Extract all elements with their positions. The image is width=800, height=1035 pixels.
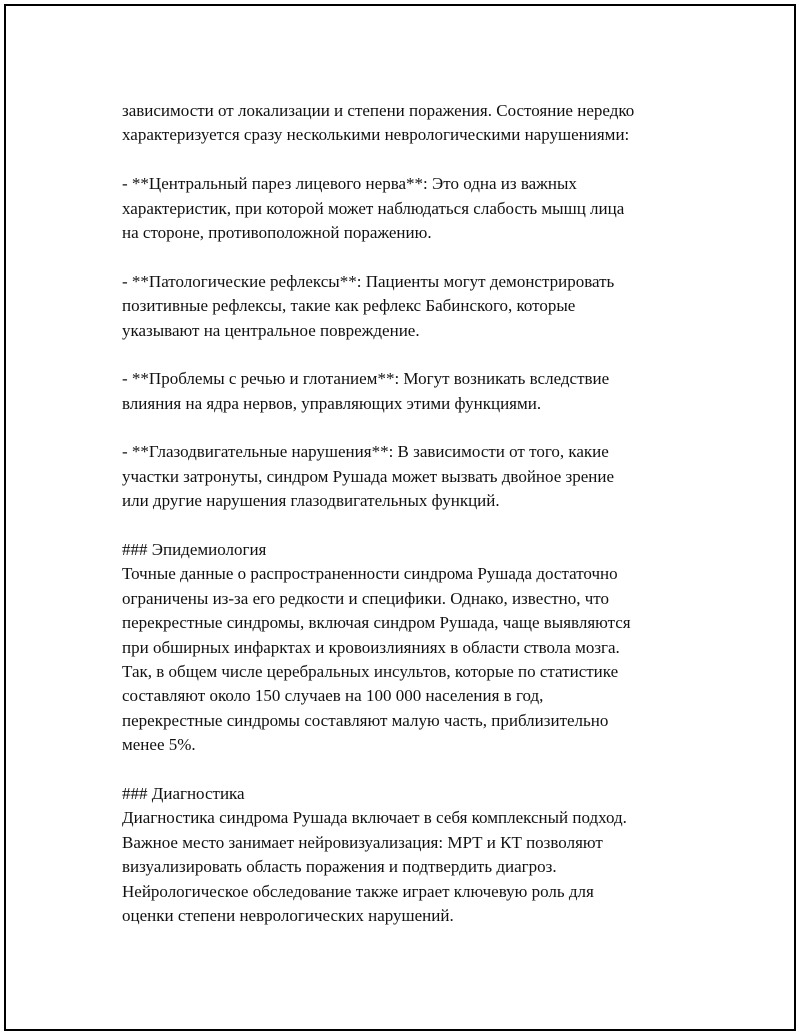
document-text [122, 99, 702, 928]
bullet-facial-nerve [122, 172, 702, 245]
text-line: Нейрологическое обследование также играет ключевую роль для [122, 881, 594, 901]
paragraph-gap [122, 343, 702, 367]
bullet-speech-swallowing [122, 367, 702, 416]
bullet-pathological-reflexes [122, 270, 702, 343]
text-line: - **Центральный парез лицевого нерва**: Это одна из важных [122, 174, 577, 194]
text-line: оценки степени неврологических нарушений. [122, 905, 454, 925]
text-line: перекрестные синдромы составляют малую часть, приблизительно [122, 710, 609, 730]
text-line: Важное место занимает нейровизуализация: МРТ и КТ позволяют [122, 832, 603, 852]
bullet-oculomotor [122, 440, 702, 513]
text-line: при обширных инфарктах и кровоизлияниях в области ствола мозга. [122, 637, 620, 657]
text-line: - **Глазодвигательные нарушения**: В зависимости от того, какие [122, 442, 609, 462]
text-line: составляют около 150 случаев на 100 000 населения в год, [122, 686, 544, 706]
text-line: на стороне, противоположной поражению. [122, 222, 432, 242]
section-heading: ### Диагностика [122, 783, 245, 803]
section-epidemiology [122, 538, 702, 758]
paragraph-intro [122, 99, 702, 148]
text-line: менее 5%. [122, 735, 196, 755]
text-line: или другие нарушения глазодвигательных функций. [122, 491, 500, 511]
paragraph-gap [122, 514, 702, 538]
text-line: влияния на ядра нервов, управляющих этими функциями. [122, 393, 542, 413]
section-heading: ### Эпидемиология [122, 540, 267, 560]
paragraph-gap [122, 758, 702, 782]
paragraph-gap [122, 148, 702, 172]
page-frame [4, 4, 796, 1031]
text-line: характеризуется сразу несколькими неврологическими нарушениями: [122, 125, 630, 145]
text-line: перекрестные синдромы, включая синдром Рушада, чаще выявляются [122, 613, 631, 633]
text-line: Диагностика синдрома Рушада включает в себя комплексный подход. [122, 808, 627, 828]
text-line: - **Патологические рефлексы**: Пациенты могут демонстрировать [122, 271, 615, 291]
text-line: ограничены из-за его редкости и специфики. Однако, известно, что [122, 588, 609, 608]
text-line: участки затронуты, синдром Рушада может вызвать двойное зрение [122, 466, 615, 486]
section-diagnostics [122, 782, 702, 928]
text-line: позитивные рефлексы, такие как рефлекс Бабинского, которые [122, 296, 576, 316]
paragraph-gap [122, 245, 702, 269]
text-line: зависимости от локализации и степени поражения. Состояние нередко [122, 101, 635, 120]
text-line: Точные данные о распространенности синдрома Рушада достаточно [122, 564, 618, 584]
text-line: указывают на центральное повреждение. [122, 320, 420, 340]
paragraph-gap [122, 416, 702, 440]
text-line: визуализировать область поражения и подтвердить диагроз. [122, 857, 557, 877]
text-line: - **Проблемы с речью и глотанием**: Могут возникать вследствие [122, 369, 610, 389]
text-line: Так, в общем числе церебральных инсультов, которые по статистике [122, 661, 619, 681]
text-line: характеристик, при которой может наблюдаться слабость мышц лица [122, 198, 625, 218]
